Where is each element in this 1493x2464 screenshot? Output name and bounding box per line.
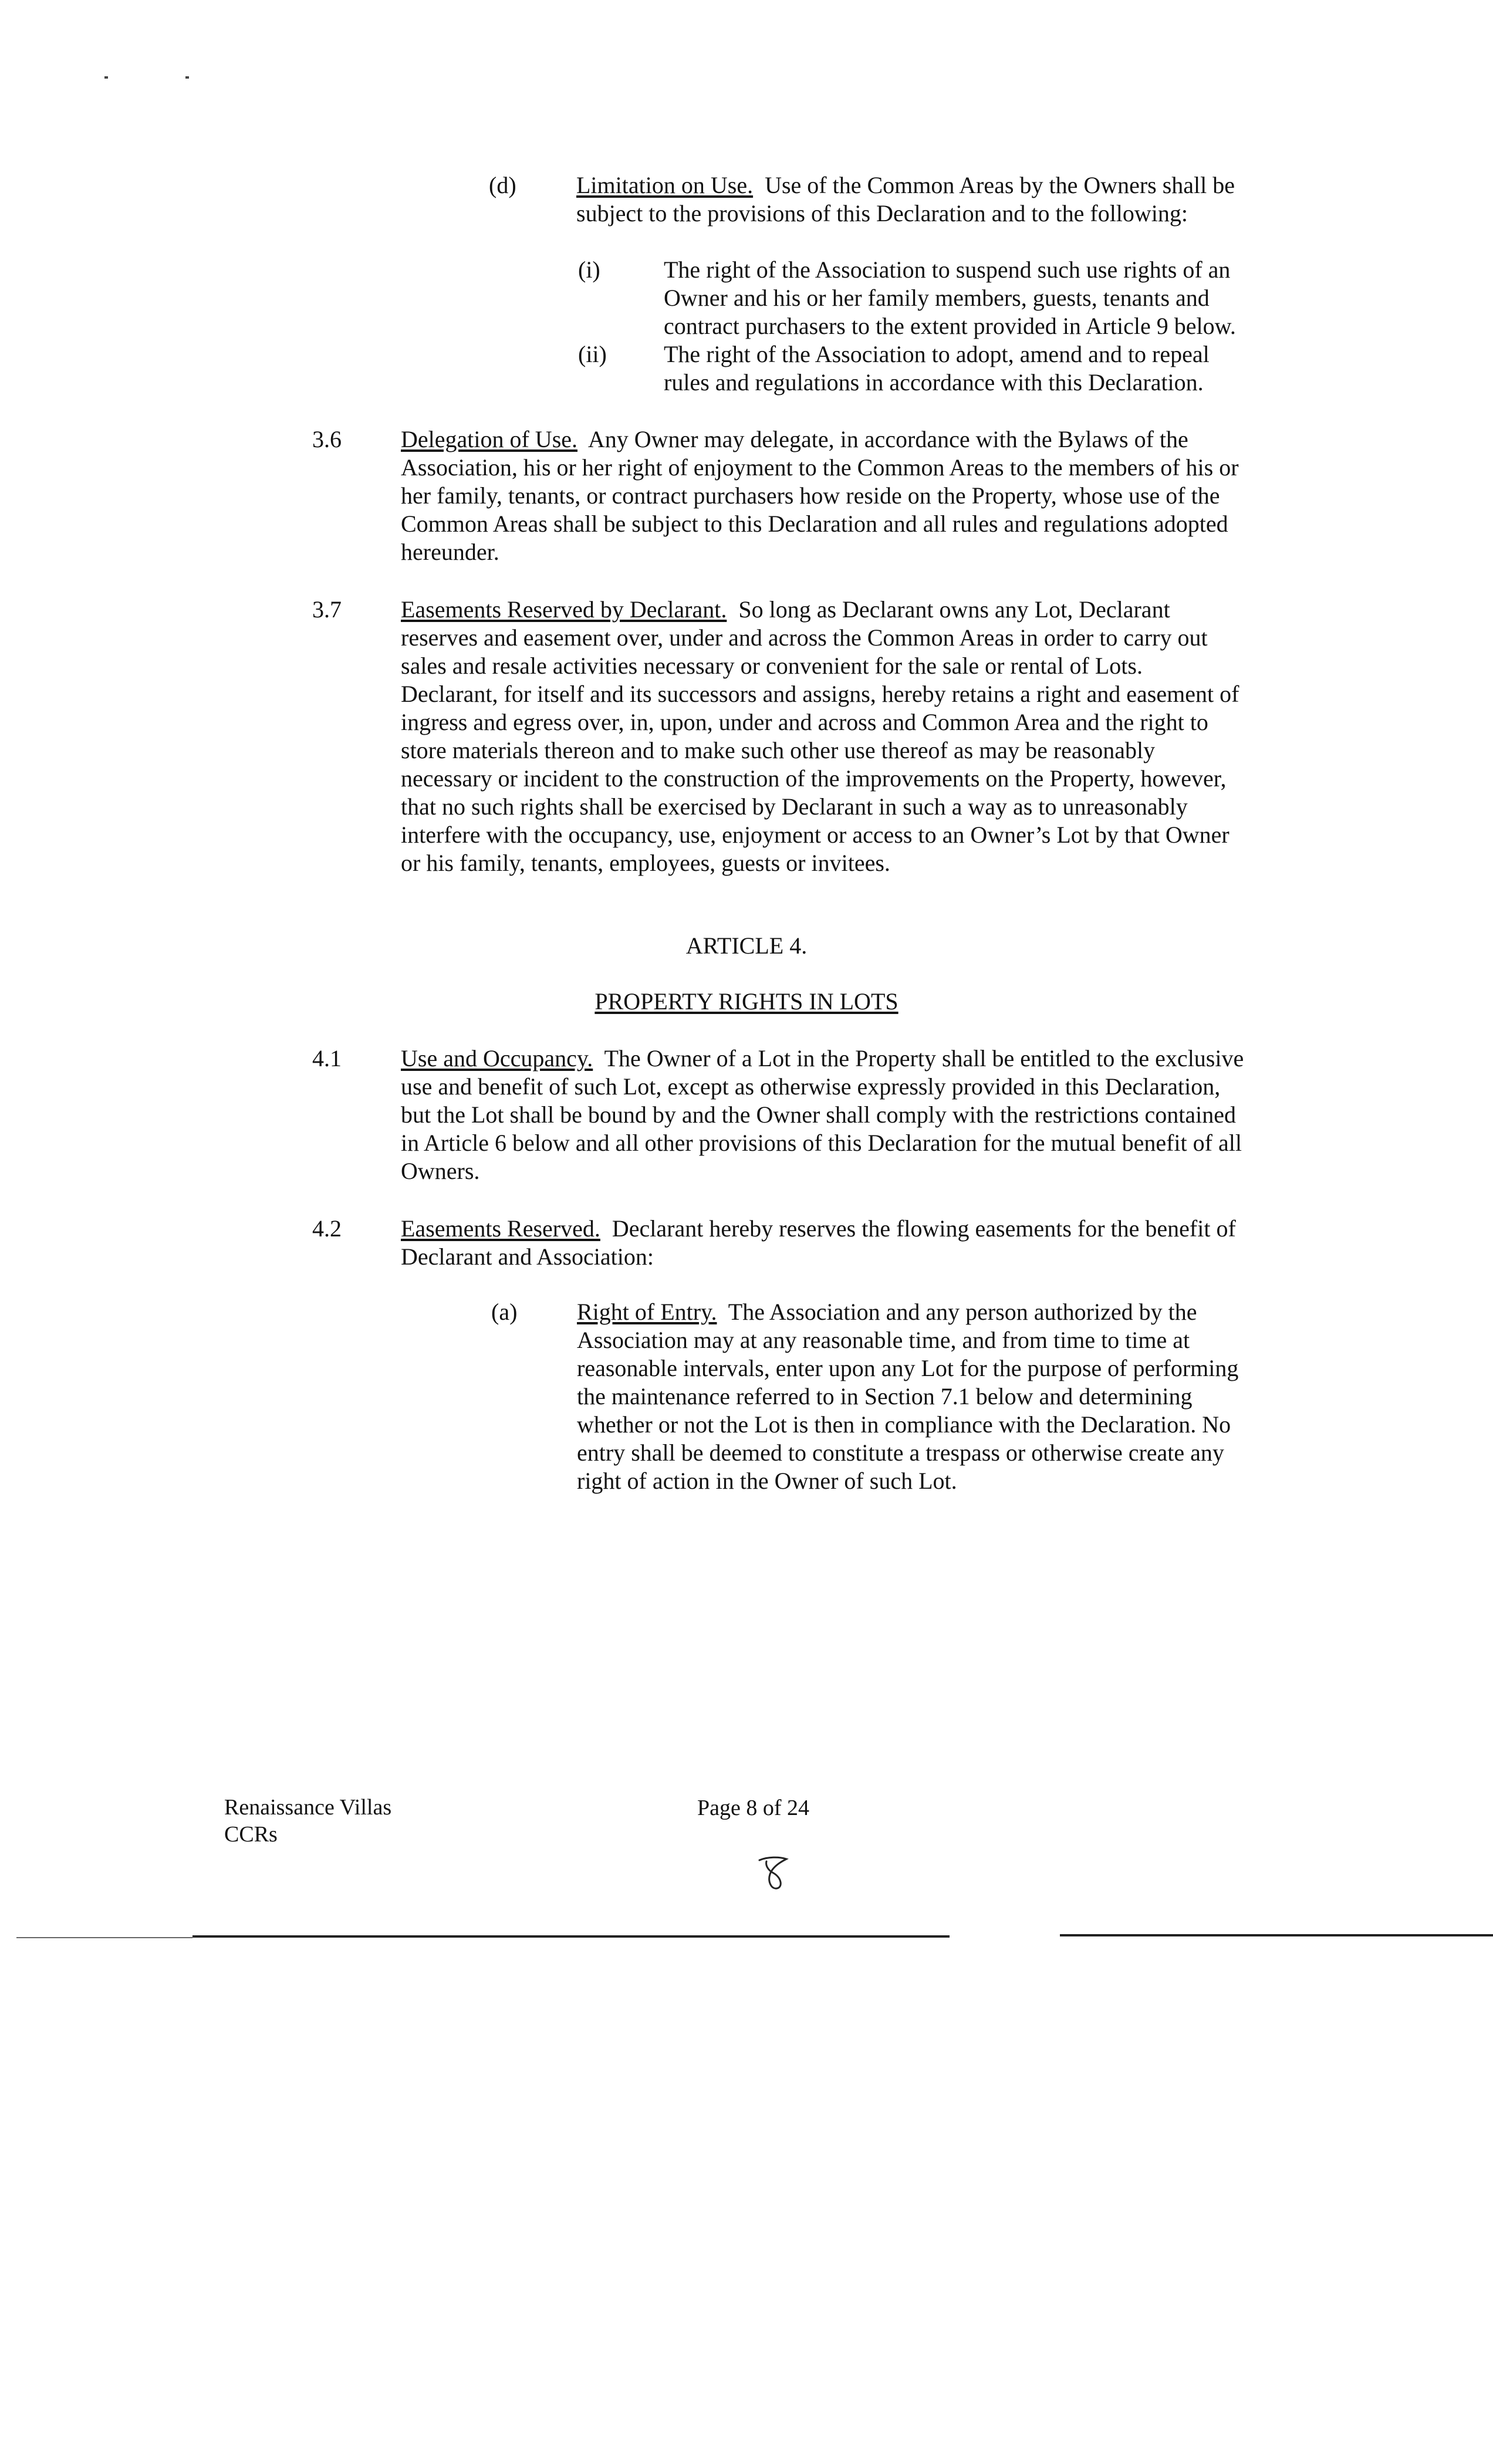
section-3-7-line: interfere with the occupancy, use, enjoyment or access to an Owner’s Lot by that Owner	[401, 822, 1229, 848]
footer-doc-name	[224, 1794, 391, 1848]
section-4-2-body	[401, 1215, 1328, 1271]
section-3-6-label: 3.6	[312, 426, 342, 452]
item-a-line: the maintenance referred to in Section 7.1 below and determining	[577, 1383, 1193, 1410]
item-a-label: (a)	[491, 1299, 518, 1325]
section-4-1-label: 4.1	[312, 1045, 342, 1072]
page-bottom-rule-faint	[16, 1937, 192, 1938]
footer-page-number: Page 8 of 24	[697, 1796, 810, 1820]
section-3-7-line: store materials thereon and to make such other use thereof as may be reasonably	[401, 737, 1156, 763]
section-3-7-line: or his family, tenants, employees, guests or invitees.	[401, 850, 890, 876]
section-4-2-line: Declarant and Association:	[401, 1243, 654, 1270]
item-d-body	[576, 171, 1304, 228]
section-3-6-line: Any Owner may delegate, in accordance with the Bylaws of the	[587, 426, 1188, 452]
item-ii-body	[664, 340, 1309, 397]
section-3-7-line: sales and resale activities necessary or convenient for the sale or rental of Lots.	[401, 653, 1143, 679]
item-a-line: right of action in the Owner of such Lot.	[577, 1468, 957, 1494]
section-3-7-line: necessary or incident to the construction of the improvements on the Property, however,	[401, 765, 1227, 792]
page-bottom-rule-left	[192, 1935, 950, 1938]
section-3-6-heading: Delegation of Use.	[401, 426, 578, 452]
scan-speck	[104, 76, 108, 79]
item-i-label: (i)	[578, 256, 600, 283]
section-3-7-heading: Easements Reserved by Declarant.	[401, 596, 727, 623]
article-title-text: PROPERTY RIGHTS IN LOTS	[595, 988, 898, 1015]
section-4-2-line: Declarant hereby reserves the flowing easements for the benefit of	[612, 1215, 1236, 1242]
item-ii-line: rules and regulations in accordance with this Declaration.	[664, 369, 1204, 396]
item-i-line: contract purchasers to the extent provided in Article 9 below.	[664, 313, 1236, 339]
item-ii-line: The right of the Association to adopt, amend and to repeal	[664, 341, 1210, 367]
section-3-7-line: that no such rights shall be exercised by Declarant in such a way as to unreasonably	[401, 793, 1188, 820]
section-3-7-line: reserves and easement over, under and across the Common Areas in order to carry out	[401, 624, 1208, 651]
section-3-6-line: hereunder.	[401, 539, 499, 565]
item-a-line: whether or not the Lot is then in compliance with the Declaration. No	[577, 1411, 1231, 1438]
section-3-7-line: ingress and egress over, in, upon, under and across and Common Area and the right to	[401, 709, 1208, 735]
handwritten-page-mark	[756, 1854, 791, 1895]
section-4-1-line: Owners.	[401, 1158, 480, 1184]
item-a-body	[577, 1298, 1316, 1495]
section-4-1-line: use and benefit of such Lot, except as otherwise expressly provided in this Declaration,	[401, 1073, 1221, 1100]
item-a-line: The Association and any person authorized by the	[728, 1299, 1197, 1325]
item-d-heading: Limitation on Use.	[576, 172, 754, 198]
item-a-line: reasonable intervals, enter upon any Lot for the purpose of performing	[577, 1355, 1239, 1381]
section-3-7-line: So long as Declarant owns any Lot, Declarant	[738, 596, 1170, 623]
item-d-line: subject to the provisions of this Declaration and to the following:	[576, 200, 1188, 227]
section-4-1-body	[401, 1045, 1328, 1185]
item-d-label: (d)	[489, 172, 516, 198]
section-4-1-line: but the Lot shall be bound by and the Owner shall comply with the restrictions contained	[401, 1101, 1237, 1128]
scan-speck	[185, 76, 189, 79]
item-a-heading: Right of Entry.	[577, 1299, 717, 1325]
item-a-line: Association may at any reasonable time, and from time to time at	[577, 1327, 1190, 1353]
item-a-line: entry shall be deemed to constitute a trespass or otherwise create any	[577, 1439, 1224, 1466]
item-d-line: Use of the Common Areas by the Owners shall be	[765, 172, 1235, 198]
footer-doc-name-line2: CCRs	[224, 1822, 278, 1847]
section-4-1-line: The Owner of a Lot in the Property shall be entitled to the exclusive	[604, 1045, 1244, 1072]
section-3-7-line: Declarant, for itself and its successors and assigns, hereby retains a right and easement of	[401, 681, 1239, 707]
item-ii-label: (ii)	[578, 341, 607, 367]
section-4-2-label: 4.2	[312, 1215, 342, 1242]
item-i-line: Owner and his or her family members, guests, tenants and	[664, 285, 1210, 311]
item-i-line: The right of the Association to suspend such use rights of an	[664, 256, 1231, 283]
article-title	[0, 988, 1493, 1016]
article-number: ARTICLE 4.	[685, 932, 808, 959]
section-4-1-heading: Use and Occupancy.	[401, 1045, 593, 1072]
section-3-7-body	[401, 596, 1328, 877]
item-i-body	[664, 256, 1309, 340]
section-3-6-line: Association, his or her right of enjoyment to the Common Areas to the members of his or	[401, 454, 1239, 481]
page-bottom-rule-right	[1060, 1934, 1493, 1936]
section-4-2-heading: Easements Reserved.	[401, 1215, 600, 1242]
section-3-7-label: 3.7	[312, 596, 342, 623]
footer-doc-name-line1: Renaissance Villas	[224, 1795, 392, 1820]
section-3-6-line: Common Areas shall be subject to this Declaration and all rules and regulations adopted	[401, 511, 1228, 537]
section-4-1-line: in Article 6 below and all other provisions of this Declaration for the mutual benefit of all	[401, 1130, 1242, 1156]
section-3-6-line: her family, tenants, or contract purchasers how reside on the Property, whose use of the	[401, 482, 1220, 509]
section-3-6-body	[401, 425, 1316, 566]
